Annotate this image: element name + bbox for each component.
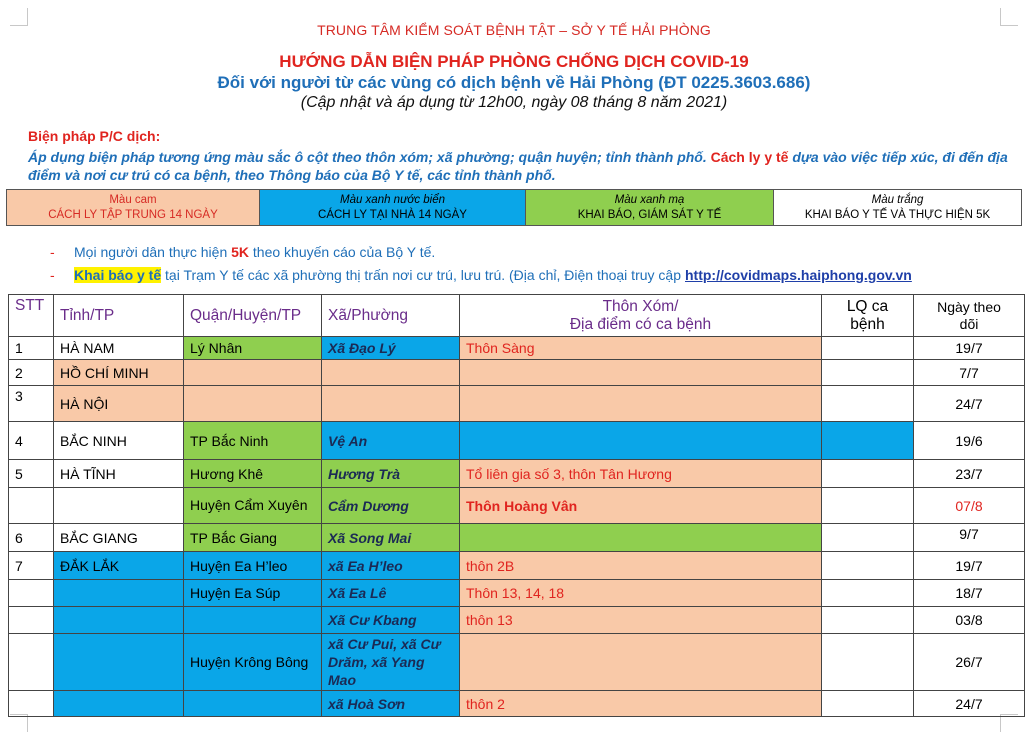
table-row xyxy=(9,634,1025,691)
update-note: (Cập nhật và áp dụng từ 12h00, ngày 08 tháng 8 năm 2021) xyxy=(300,94,728,111)
cell-follow-date: 24/7 xyxy=(914,691,1025,717)
cell-stt: 4 xyxy=(9,422,54,460)
document-subtitle: Đối với người từ các vùng có dịch bệnh về Hải Phòng (ĐT 0225.3603.686) xyxy=(217,73,811,92)
cell-follow-date: 23/7 xyxy=(914,460,1025,488)
bullet-text: Mọi người dân thực hiện xyxy=(74,243,232,260)
cell-village xyxy=(460,360,822,386)
measures-section xyxy=(28,128,1008,184)
cell-province xyxy=(54,691,184,717)
cell-province xyxy=(54,580,184,607)
cell-stt xyxy=(9,488,54,524)
header-stt: STT xyxy=(9,295,54,337)
header-village xyxy=(460,295,822,337)
cell-stt xyxy=(9,691,54,717)
cell-district: Huyện Krông Bông xyxy=(184,634,322,691)
cell-ward xyxy=(322,360,460,386)
cell-stt: 3 xyxy=(9,386,54,422)
bullet-text: theo khuyến cáo của Bộ Y tế. xyxy=(249,243,436,260)
cell-village: thôn 2B xyxy=(460,552,822,580)
cell-case-link xyxy=(822,634,914,691)
cell-district xyxy=(184,691,322,717)
bullet-item-declaration xyxy=(50,263,1020,286)
table-row xyxy=(9,580,1025,607)
cell-district xyxy=(184,607,322,634)
cell-follow-date: 19/7 xyxy=(914,337,1025,360)
table-row xyxy=(9,488,1025,524)
color-legend xyxy=(6,189,1022,226)
cell-province: BẮC GIANG xyxy=(54,524,184,552)
table-row xyxy=(9,691,1025,717)
cell-village: Tổ liên gia số 3, thôn Tân Hương xyxy=(460,460,822,488)
cell-ward: Xã Cư Kbang xyxy=(322,607,460,634)
legend-orange xyxy=(7,190,260,225)
cell-province xyxy=(54,634,184,691)
measures-text xyxy=(28,148,1008,184)
cell-district: Hương Khê xyxy=(184,460,322,488)
cell-district: Huyện Cẩm Xuyên xyxy=(184,488,322,524)
covidmaps-link[interactable]: http://covidmaps.haiphong.gov.vn xyxy=(685,266,912,283)
cell-ward: Cẩm Dương xyxy=(322,488,460,524)
cell-district: Huyện Ea Súp xyxy=(184,580,322,607)
cell-village: Thôn 13, 14, 18 xyxy=(460,580,822,607)
bullet-5k-highlight: 5K xyxy=(231,243,250,260)
header-ward: Xã/Phường xyxy=(322,295,460,337)
legend-color-name: Màu xanh nước biển xyxy=(339,194,446,206)
document-header xyxy=(0,22,1028,115)
cell-case-link xyxy=(822,580,914,607)
table-row xyxy=(9,552,1025,580)
cell-district: TP Bắc Giang xyxy=(184,524,322,552)
table-header-row xyxy=(9,295,1025,337)
cell-case-link xyxy=(822,460,914,488)
cell-follow-date: 03/8 xyxy=(914,607,1025,634)
cell-follow-date: 7/7 xyxy=(914,360,1025,386)
document-title: HƯỚNG DẪN BIỆN PHÁP PHÒNG CHỐNG DỊCH COVID-19 xyxy=(279,52,749,71)
cell-ward: xã Hoà Sơn xyxy=(322,691,460,717)
cell-village xyxy=(460,634,822,691)
cell-follow-date: 24/7 xyxy=(914,386,1025,422)
cell-district xyxy=(184,386,322,422)
header-date-line2: dõi xyxy=(959,315,979,332)
cell-village: thôn 2 xyxy=(460,691,822,717)
table-row xyxy=(9,422,1025,460)
cell-follow-date: 18/7 xyxy=(914,580,1025,607)
header-follow-date xyxy=(914,295,1025,337)
cell-district xyxy=(184,360,322,386)
cell-ward xyxy=(322,386,460,422)
cell-ward: xã Cư Pui, xã Cư Drăm, xã Yang Mao xyxy=(322,634,460,691)
cell-ward: Xã Song Mai xyxy=(322,524,460,552)
cell-village: thôn 13 xyxy=(460,607,822,634)
measures-text-a: Áp dụng biện pháp tương ứng màu sắc ô cột theo thôn xóm; xã phường; quận huyện; tỉnh thành phố. xyxy=(28,149,711,165)
cell-case-link xyxy=(822,337,914,360)
cell-stt: 6 xyxy=(9,524,54,552)
header-case-link: LQ ca bệnh xyxy=(822,295,914,337)
cell-province: HÀ NAM xyxy=(54,337,184,360)
table-row xyxy=(9,386,1025,422)
legend-white xyxy=(774,190,1021,225)
measures-text-c: dựa vào việc tiếp xúc, đi đến địa điểm và nơi cư trú có ca bệnh, theo Thông báo của Bộ Y tế, các tỉnh thành phố. xyxy=(28,149,1008,183)
table-row xyxy=(9,360,1025,386)
cell-follow-date: 26/7 xyxy=(914,634,1025,691)
cell-village xyxy=(460,524,822,552)
cell-stt: 5 xyxy=(9,460,54,488)
organization-name: TRUNG TÂM KIỂM SOÁT BỆNH TẬT – SỞ Y TẾ HẢI PHÒNG xyxy=(317,22,711,38)
header-village-line1: Thôn Xóm/ xyxy=(602,297,679,315)
legend-action: CÁCH LY TẠI NHÀ 14 NGÀY xyxy=(318,209,467,221)
bullet-dash: - xyxy=(50,266,55,283)
table-row xyxy=(9,524,1025,552)
cell-case-link xyxy=(822,607,914,634)
header-province: Tỉnh/TP xyxy=(54,295,184,337)
cell-village xyxy=(460,386,822,422)
bullet-dash: - xyxy=(50,243,55,260)
cell-ward: Xã Ea Lê xyxy=(322,580,460,607)
cell-stt: 2 xyxy=(9,360,54,386)
cell-case-link xyxy=(822,386,914,422)
cell-province xyxy=(54,488,184,524)
cell-case-link xyxy=(822,552,914,580)
cell-stt xyxy=(9,634,54,691)
legend-color-name: Màu cam xyxy=(109,194,157,206)
cell-ward: Xã Đạo Lý xyxy=(322,337,460,360)
legend-green xyxy=(526,190,774,225)
legend-color-name: Màu trắng xyxy=(871,194,924,206)
cell-province: HÀ NỘI xyxy=(54,386,184,422)
header-date-line1: Ngày theo xyxy=(937,298,1001,315)
cell-district: Huyện Ea H’leo xyxy=(184,552,322,580)
cell-stt: 7 xyxy=(9,552,54,580)
cell-province: HỒ CHÍ MINH xyxy=(54,360,184,386)
legend-action: KHAI BÁO Y TẾ VÀ THỰC HIỆN 5K xyxy=(804,209,991,221)
cell-district: TP Bắc Ninh xyxy=(184,422,322,460)
header-village-line2: Địa điểm có ca bệnh xyxy=(569,315,712,333)
cell-ward: xã Ea H’leo xyxy=(322,552,460,580)
bullet-list xyxy=(50,240,1020,286)
cell-province xyxy=(54,607,184,634)
cell-follow-date: 9/7 xyxy=(914,524,1025,552)
legend-action: CÁCH LY TẬP TRUNG 14 NGÀY xyxy=(48,209,218,221)
epidemic-areas-table xyxy=(8,294,1025,717)
cell-stt: 1 xyxy=(9,337,54,360)
cell-follow-date: 19/7 xyxy=(914,552,1025,580)
bullet-item-5k xyxy=(50,240,1020,263)
bullet-highlight: Khai báo y tế xyxy=(74,266,162,283)
cell-village: Thôn Hoàng Vân xyxy=(460,488,822,524)
cell-province: BẮC NINH xyxy=(54,422,184,460)
legend-action: KHAI BÁO, GIÁM SÁT Y TẾ xyxy=(577,209,722,221)
legend-blue xyxy=(260,190,526,225)
cell-case-link xyxy=(822,524,914,552)
measures-text-highlight: Cách ly y tế xyxy=(710,149,789,165)
cell-province: HÀ TĨNH xyxy=(54,460,184,488)
legend-color-name: Màu xanh mạ xyxy=(614,194,685,206)
cell-case-link xyxy=(822,360,914,386)
cell-case-link xyxy=(822,691,914,717)
table-row xyxy=(9,607,1025,634)
cell-province: ĐẮK LẮK xyxy=(54,552,184,580)
measures-label: Biện pháp P/C dịch: xyxy=(28,128,161,144)
table-row xyxy=(9,337,1025,360)
cell-village: Thôn Sàng xyxy=(460,337,822,360)
cell-case-link xyxy=(822,422,914,460)
cell-village xyxy=(460,422,822,460)
header-district: Quận/Huyện/TP xyxy=(184,295,322,337)
cell-follow-date: 19/6 xyxy=(914,422,1025,460)
cell-ward: Hương Trà xyxy=(322,460,460,488)
cell-district: Lý Nhân xyxy=(184,337,322,360)
table-row xyxy=(9,460,1025,488)
cell-stt xyxy=(9,580,54,607)
cell-stt xyxy=(9,607,54,634)
bullet-text: tại Trạm Y tế các xã phường thị trấn nơi cư trú, lưu trú. (Địa chỉ, Điện thoại truy cập xyxy=(161,266,681,283)
cell-ward: Vệ An xyxy=(322,422,460,460)
cell-follow-date: 07/8 xyxy=(914,488,1025,524)
cell-case-link xyxy=(822,488,914,524)
